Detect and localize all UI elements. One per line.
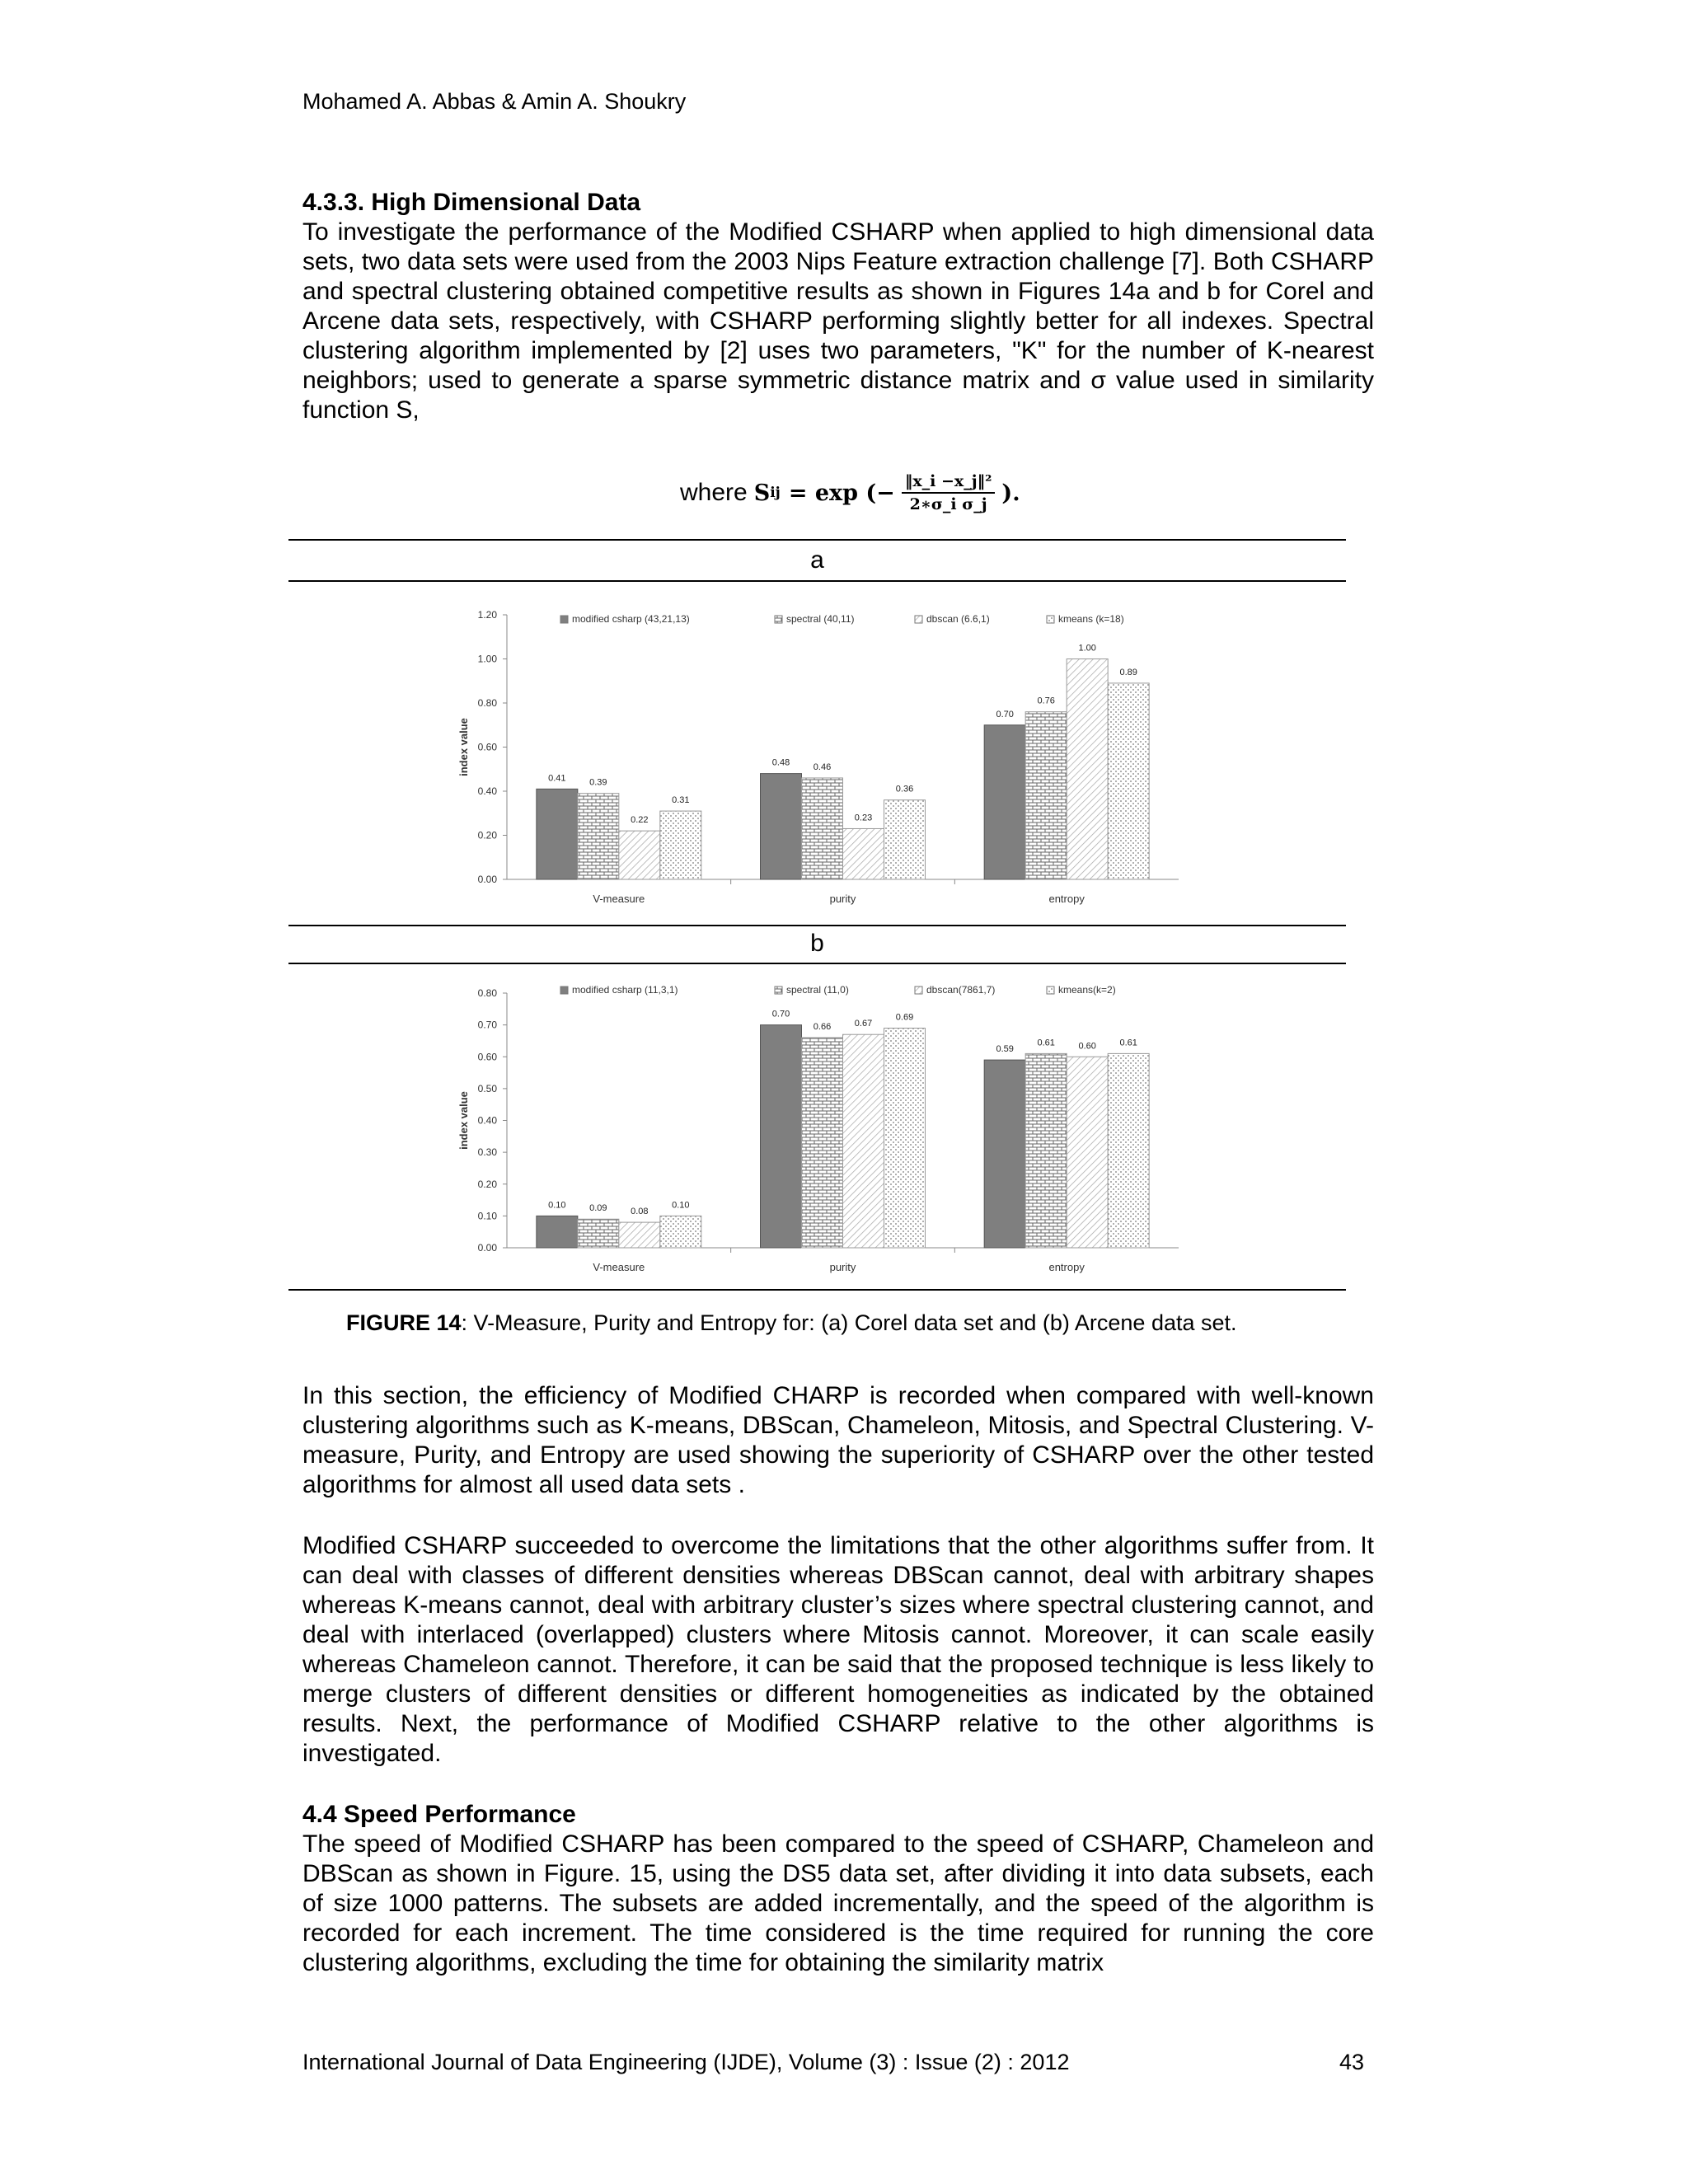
- bar: [984, 1060, 1025, 1248]
- equation-prefix: where: [680, 479, 748, 506]
- panel-a-label: a: [810, 546, 824, 574]
- y-tick-label: 0.60: [477, 741, 497, 753]
- section-44-body: The speed of Modified CSHARP has been compared to the speed of CSHARP, Chameleon and DBScan as shown in Figure. 15, using the DS5 data set, after dividing it into data subsets, each of size 1000 patterns. The subsets are added incrementally, and the speed of the algorithm is recorded for each increment. The time considered is the time required for running the core clustering algorithms, excluding the time for obtaining the similarity matrix: [302, 1830, 1374, 1976]
- y-tick-label: 0.70: [477, 1019, 497, 1031]
- bar: [537, 789, 578, 879]
- y-tick-label: 0.60: [477, 1051, 497, 1063]
- y-tick-label: 0.20: [477, 1178, 497, 1190]
- legend-swatch: [560, 616, 568, 623]
- data-label: 1.00: [1078, 643, 1096, 654]
- bar: [578, 794, 619, 879]
- data-label: 0.89: [1119, 667, 1137, 677]
- chart-a-container: [437, 602, 1220, 927]
- data-label: 0.61: [1119, 1038, 1137, 1048]
- caption-label: FIGURE 14: [346, 1310, 462, 1335]
- y-tick-label: 0.40: [477, 1114, 497, 1127]
- x-tick-label: purity: [829, 893, 856, 905]
- paragraph-2-text: Modified CSHARP succeeded to overcome the limitations that the other algorithms suffer from. It can deal with classes of different densities whereas DBScan cannot, deal with arbitrary shapes whereas K-means cannot, deal with arbitrary cluster’s sizes where spectral clustering cannot, and deal with interlaced (overlapped) clusters where Mitosis cannot. Moreover, it can scale easily whereas Chameleon cannot. Therefore, it can be said that the proposed technique is less likely to merge clusters of different densities or different homogeneities as indicated by the obtained results. Next, the performance of Modified CSHARP relative to the other algorithms is investigated.: [302, 1532, 1374, 1767]
- panel-b-label: b: [810, 930, 824, 957]
- equation-lhs: S: [753, 480, 771, 506]
- panel-a-rule: [288, 580, 1346, 582]
- caption-text: : V-Measure, Purity and Entropy for: (a) Corel data set and (b) Arcene data set.: [461, 1310, 1237, 1335]
- data-label: 0.10: [548, 1200, 566, 1211]
- data-label: 0.66: [813, 1022, 832, 1033]
- x-tick-label: purity: [829, 1261, 856, 1273]
- y-tick-label: 1.00: [477, 653, 497, 665]
- bar: [884, 800, 926, 879]
- bar: [1067, 1057, 1108, 1248]
- bar: [1025, 1053, 1067, 1248]
- bar: [1108, 683, 1149, 879]
- bar: [660, 1216, 701, 1248]
- footer-journal: International Journal of Data Engineering (IJDE), Volume (3) : Issue (2) : 2012: [302, 2050, 1070, 2074]
- y-tick-label: 0.20: [477, 829, 497, 841]
- equation-eq: = exp (−: [788, 480, 895, 506]
- data-label: 0.41: [548, 773, 566, 784]
- data-label: 0.59: [996, 1044, 1014, 1055]
- chart-b-container: [437, 972, 1220, 1290]
- data-label: 0.70: [996, 709, 1014, 719]
- legend-swatch: [1047, 616, 1054, 623]
- data-label: 0.69: [895, 1012, 914, 1023]
- y-tick-label: 0.50: [477, 1082, 497, 1094]
- paragraph-1: [302, 1381, 1374, 1500]
- chart-b: [437, 972, 1220, 1286]
- data-label: 0.60: [1078, 1041, 1096, 1052]
- panel-b-rule: [288, 963, 1346, 964]
- legend-label: modified csharp (43,21,13): [572, 613, 690, 625]
- figure-top-rule: [288, 539, 1346, 541]
- bar: [1067, 659, 1108, 880]
- x-tick-label: entropy: [1048, 1261, 1085, 1273]
- data-label: 0.48: [771, 757, 790, 768]
- y-tick-label: 1.20: [477, 609, 497, 621]
- y-tick-label: 0.80: [477, 987, 497, 999]
- x-tick-label: V-measure: [593, 1261, 645, 1273]
- paragraph-2: [302, 1531, 1374, 1769]
- legend-label: kmeans(k=2): [1058, 984, 1116, 996]
- data-label: 0.39: [589, 777, 607, 788]
- section-44: [302, 1800, 1374, 1978]
- figure-bottom-rule: [288, 1289, 1346, 1291]
- bar: [619, 831, 660, 879]
- legend-label: dbscan(7861,7): [926, 984, 996, 996]
- bar: [1025, 712, 1067, 879]
- data-label: 0.23: [854, 813, 873, 823]
- equation-numerator: ‖x_i −x_j‖²: [902, 472, 996, 494]
- data-label: 0.31: [672, 795, 690, 806]
- bar: [843, 1034, 884, 1248]
- data-label: 0.46: [813, 762, 832, 772]
- bar: [619, 1222, 660, 1248]
- legend-label: modified csharp (11,3,1): [572, 984, 678, 996]
- y-tick-label: 0.80: [477, 697, 497, 709]
- chart-a: [437, 602, 1220, 923]
- similarity-equation: [680, 460, 1020, 526]
- data-label: 0.08: [631, 1207, 649, 1217]
- x-tick-label: entropy: [1048, 893, 1085, 905]
- figure-caption: [346, 1310, 1237, 1336]
- bar: [984, 725, 1025, 879]
- legend-swatch: [1047, 987, 1054, 994]
- equation-math: [754, 472, 1020, 513]
- bar: [761, 774, 802, 879]
- data-label: 0.70: [771, 1009, 790, 1019]
- page-number: 43: [1339, 2050, 1365, 2074]
- panel-a-bottom-rule: [288, 925, 1346, 926]
- data-label: 0.76: [1037, 696, 1055, 706]
- data-label: 0.36: [895, 784, 914, 794]
- bar: [660, 811, 701, 879]
- y-tick-label: 0.30: [477, 1146, 497, 1159]
- data-label: 0.22: [631, 815, 649, 826]
- section-433-heading: 4.3.3. High Dimensional Data: [302, 189, 641, 216]
- x-tick-label: V-measure: [593, 893, 645, 905]
- paragraph-1-text: In this section, the efficiency of Modified CHARP is recorded when compared with well-known clustering algorithms such as K-means, DBScan, Chameleon, Mitosis, and Spectral Clustering. V-measure, Purity, and Entropy are used showing the superiority of CSHARP over the other tested algorithms for almost all used data sets .: [302, 1382, 1374, 1498]
- section-44-heading: 4.4 Speed Performance: [302, 1801, 576, 1828]
- legend-swatch: [915, 616, 922, 623]
- y-tick-label: 0.40: [477, 785, 497, 797]
- bar: [578, 1219, 619, 1248]
- y-axis-title: index value: [457, 718, 470, 776]
- legend-swatch: [915, 987, 922, 994]
- running-head: Mohamed A. Abbas & Amin A. Shoukry: [302, 89, 687, 114]
- bar: [802, 1038, 843, 1248]
- data-label: 0.10: [672, 1200, 690, 1211]
- equation-close: ).: [1001, 480, 1020, 506]
- legend-swatch: [560, 987, 568, 994]
- legend-swatch: [775, 616, 782, 623]
- data-label: 0.09: [589, 1203, 607, 1214]
- bar: [843, 828, 884, 879]
- data-label: 0.61: [1037, 1038, 1055, 1048]
- legend-swatch: [775, 987, 782, 994]
- section-433-body: To investigate the performance of the Modified CSHARP when applied to high dimensional data sets, two data sets were used from the 2003 Nips Feature extraction challenge [7]. Both CSHARP and spectral clustering obtained competitive results as shown in Figures 14a and b for Corel and Arcene data sets, respectively, with CSHARP performing slightly better for all indexes. Spectral clustering algorithm implemented by [2] uses two parameters, "K" for the number of K-nearest neighbors; used to generate a sparse symmetric distance matrix and σ value used in similarity function S,: [302, 218, 1374, 424]
- section-433: [302, 188, 1374, 425]
- legend-label: kmeans (k=18): [1058, 613, 1124, 625]
- equation-denominator: 2∗σ_i σ_j: [909, 495, 987, 513]
- y-tick-label: 0.00: [477, 1242, 497, 1254]
- bar: [761, 1025, 802, 1248]
- bar: [802, 778, 843, 879]
- equation-lhs-sub: ij: [770, 485, 781, 501]
- bar: [537, 1216, 578, 1248]
- equation-fraction: [902, 472, 996, 513]
- y-tick-label: 0.00: [477, 874, 497, 885]
- data-label: 0.67: [854, 1019, 873, 1029]
- legend-label: spectral (40,11): [786, 613, 855, 625]
- bar: [1108, 1053, 1149, 1248]
- legend-label: dbscan (6.6,1): [926, 613, 990, 625]
- legend-label: spectral (11,0): [786, 984, 849, 996]
- bar: [884, 1028, 926, 1248]
- y-tick-label: 0.10: [477, 1210, 497, 1222]
- y-axis-title: index value: [457, 1091, 470, 1150]
